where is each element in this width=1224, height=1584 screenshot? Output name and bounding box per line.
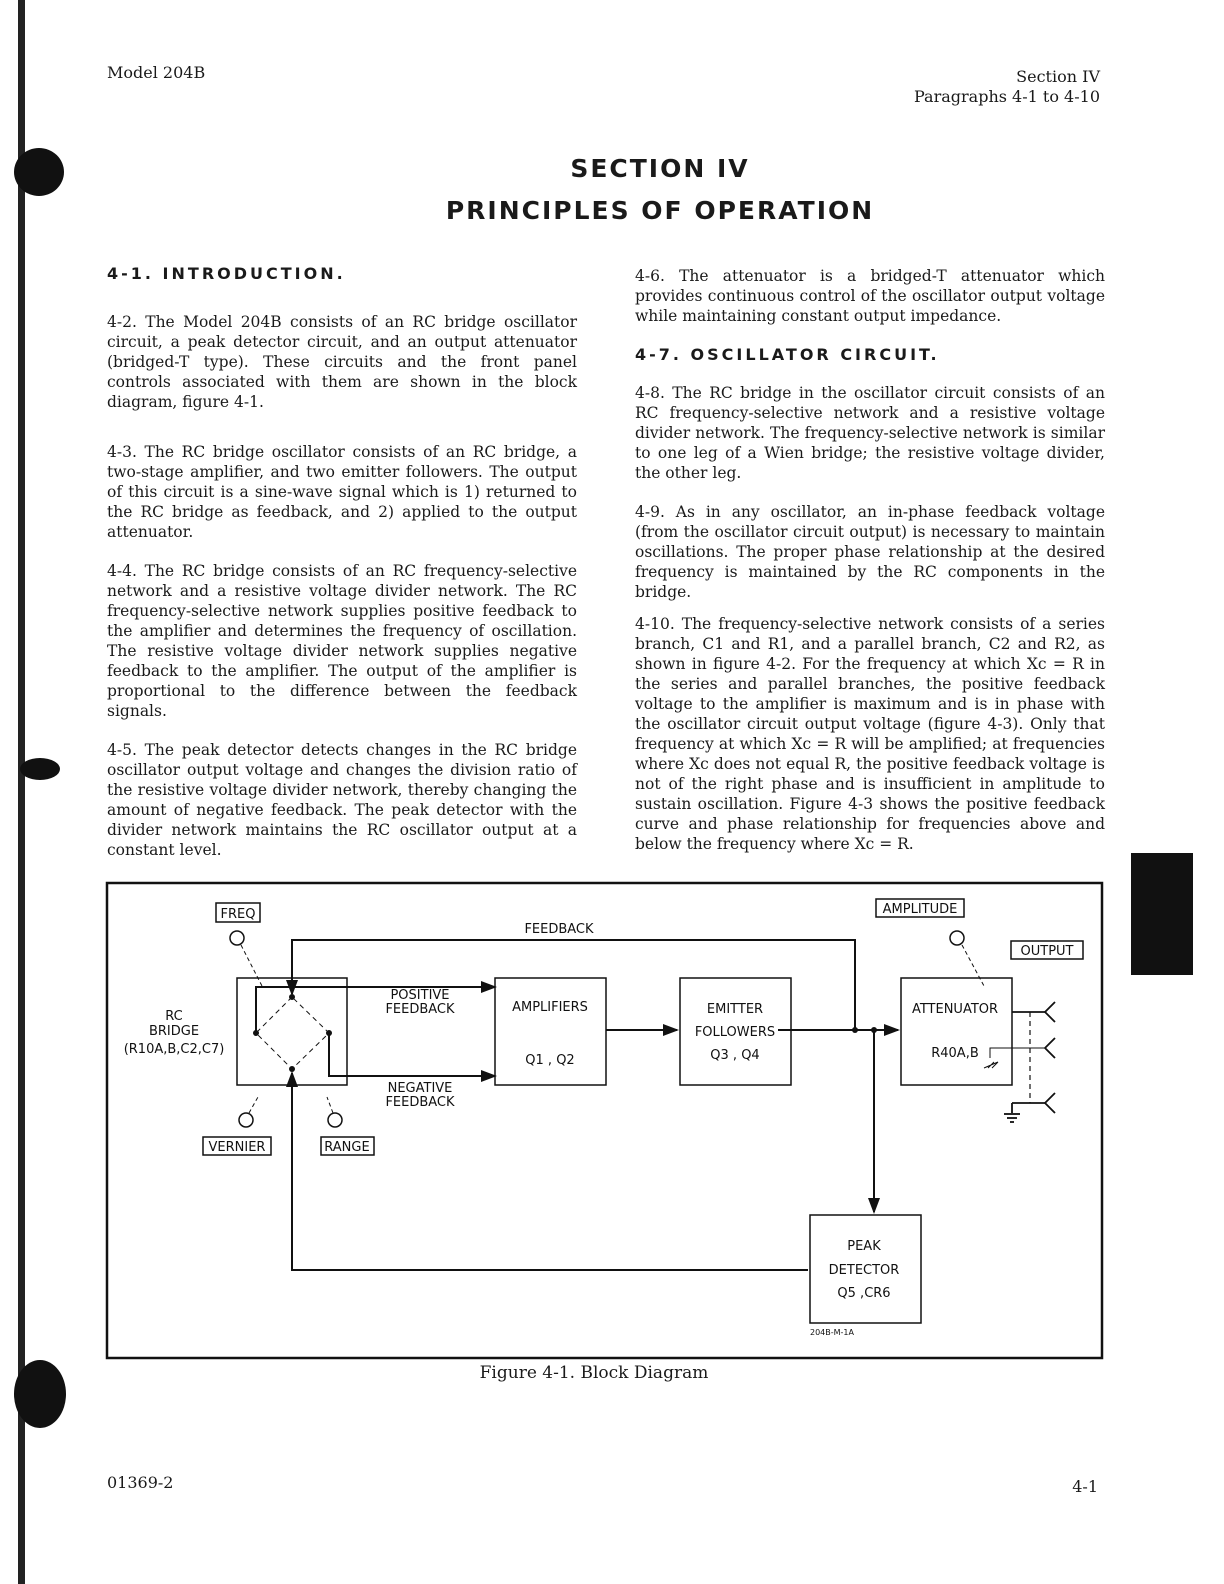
paragraph-4-8: 4-8. The RC bridge in the oscillator circuit consists of an RC frequency-selective network and a resistive voltage divider network. The frequency-selective network is similar to one leg of a Wien bridge; the resistive voltage divider, the other leg. — [635, 384, 1105, 482]
svg-text:FEEDBACK: FEEDBACK — [385, 1002, 455, 1017]
drawing-number: 204B-M-1A — [810, 1328, 854, 1337]
header-paragraphs: Paragraphs 4-1 to 4-10 — [914, 87, 1100, 106]
paragraph-4-6: 4-6. The attenuator is a bridged-T attenuator which provides continuous control of the oscillator output voltage while maintaining constant output impedance. — [635, 267, 1105, 325]
svg-text:AMPLIFIERS: AMPLIFIERS — [512, 1000, 588, 1015]
svg-text:Q5 ,CR6: Q5 ,CR6 — [837, 1286, 891, 1301]
paragraph-4-4: 4-4. The RC bridge consists of an RC frequency-selective network and a resistive voltage divider network. The RC frequency-selective network supplies positive feedback to the amplifier and determines the frequency of oscillation. The resistive voltage divider network supplies negative feedback to the amplifier. The output of the amplifier is proportional to the difference between the feedback signals. — [107, 562, 577, 720]
paragraph-4-10: 4-10. The frequency-selective network consists of a series branch, C1 and R1, and a parallel branch, C2 and R2, as shown in figure 4-2. For the frequency at which Xc = R in the series and parallel branches, the positive feedback voltage to the amplifier is maximum and is in phase with the oscillator circuit output voltage (figure 4-3). Only that frequency at which Xc = R will be amplified; at frequencies where Xc does not equal R, the positive feedback voltage is not of the right phase and is insufficient in amplitude to sustain oscillation. Figure 4-3 shows the positive feedback curve and phase relationship for frequencies above and below the frequency where Xc = R. — [635, 615, 1105, 853]
svg-text:(R10A,B,C2,C7): (R10A,B,C2,C7) — [123, 1042, 225, 1057]
svg-text:Q1 , Q2: Q1 , Q2 — [525, 1053, 575, 1068]
svg-text:OUTPUT: OUTPUT — [1020, 944, 1074, 959]
svg-text:DETECTOR: DETECTOR — [828, 1263, 900, 1278]
amplitude-control — [876, 899, 984, 986]
freq-control — [216, 903, 262, 986]
svg-text:AMPLITUDE: AMPLITUDE — [882, 902, 958, 917]
paragraph-4-9: 4-9. As in any oscillator, an in-phase feedback voltage (from the oscillator circuit output) is necessary to maintain oscillations. The proper phase relationship at the desired frequency is maintained by the RC components in the bridge. — [635, 503, 1105, 601]
footer-page-number: 4-1 — [1072, 1477, 1098, 1496]
svg-text:RC: RC — [165, 1009, 183, 1024]
range-control — [321, 1097, 374, 1155]
feedback-label: FEEDBACK — [524, 922, 594, 937]
section-subtitle: PRINCIPLES OF OPERATION — [445, 196, 875, 225]
header-section: Section IV — [1016, 67, 1100, 86]
svg-text:RANGE: RANGE — [324, 1140, 370, 1155]
svg-text:ATTENUATOR: ATTENUATOR — [911, 1002, 999, 1017]
svg-text:EMITTER: EMITTER — [706, 1002, 764, 1017]
svg-text:PEAK: PEAK — [847, 1239, 881, 1254]
diagram-frame — [107, 883, 1102, 1358]
signal-wires — [256, 940, 898, 1270]
heading-oscillator-circuit: 4-7. OSCILLATOR CIRCUIT. — [635, 345, 940, 364]
footer-doc-number: 01369-2 — [107, 1473, 174, 1492]
peak-detector-block — [810, 1215, 921, 1323]
svg-text:FEEDBACK: FEEDBACK — [385, 1095, 455, 1110]
paragraph-4-2: 4-2. The Model 204B consists of an RC bridge oscillator circuit, a peak detector circuit, and an output attenuator (bridged-T type). These circuits and the front panel controls associated with them are shown in the block diagram, figure 4-1. — [107, 313, 577, 411]
figure-caption: Figure 4-1. Block Diagram — [479, 1363, 709, 1383]
amplifiers-block — [495, 978, 606, 1085]
paragraph-4-5: 4-5. The peak detector detects changes in the RC bridge oscillator output voltage and changes the division ratio of the resistive voltage divider network, thereby changing the amount of negative feedback. The peak detector with the divider network maintains the RC oscillator output at a constant level. — [107, 741, 577, 859]
svg-text:R40A,B: R40A,B — [931, 1046, 979, 1061]
paragraph-4-3: 4-3. The RC bridge oscillator consists of an RC bridge, a two-stage amplifier, and two emitter followers. The output of this circuit is a sine-wave signal which is 1) returned to the RC bridge as feedback, and 2) applied to the output attenuator. — [107, 443, 577, 541]
svg-text:FREQ: FREQ — [220, 907, 256, 922]
header-model: Model 204B — [107, 63, 206, 82]
svg-text:VERNIER: VERNIER — [208, 1140, 266, 1155]
svg-text:POSITIVE: POSITIVE — [390, 988, 450, 1003]
vernier-control — [203, 1097, 271, 1155]
attenuator-block — [901, 978, 1045, 1085]
rc-bridge-block — [124, 978, 347, 1085]
svg-text:Q3 , Q4: Q3 , Q4 — [710, 1048, 760, 1063]
svg-text:FOLLOWERS: FOLLOWERS — [694, 1025, 776, 1040]
emitter-followers-block — [680, 978, 791, 1085]
svg-text:NEGATIVE: NEGATIVE — [387, 1081, 453, 1096]
heading-introduction: 4-1. INTRODUCTION. — [107, 264, 346, 283]
svg-text:BRIDGE: BRIDGE — [148, 1024, 200, 1039]
section-title: SECTION IV — [570, 154, 750, 183]
output-label — [1011, 941, 1083, 959]
